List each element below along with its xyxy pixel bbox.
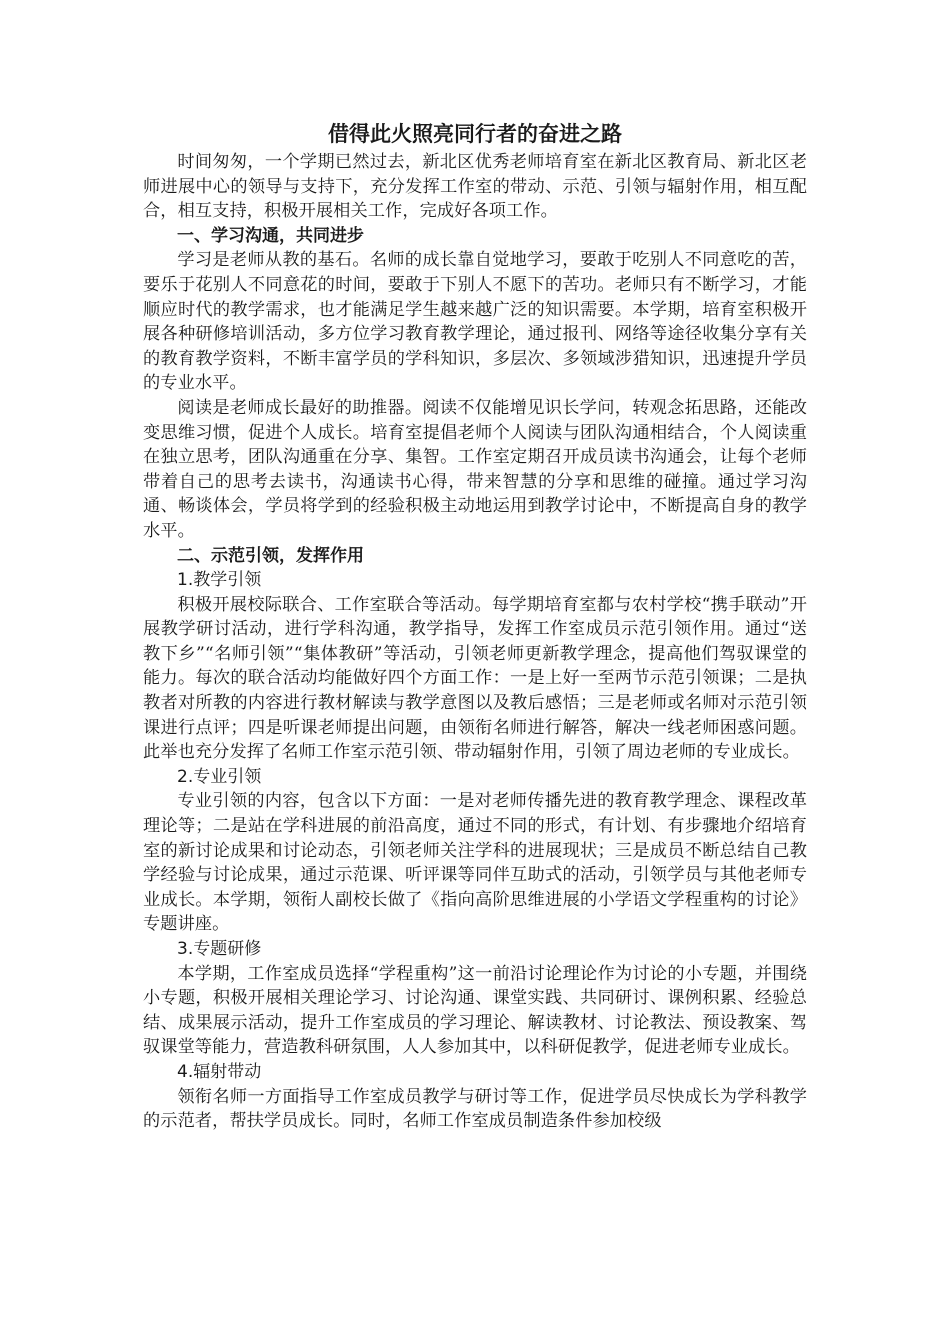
section1-paragraph-1: 学习是老师从教的基石。名师的成长靠自觉地学习，要敢于吃别人不同意吃的苦，要乐于花别人不同意花的时间，要敢于下别人不愿下的苦功。老师只有不断学习，才能顺应时代的教学需求，也才能满足学生越来越广泛的知识需要。本学期，培育室积极开展各种研修培训活动，多方位学习教育教学理论，通过报刊、网络等途径收集分享有关的教育教学资料，不断丰富学员的学科知识，多层次、多领域涉猎知识，迅速提升学员的专业水平。 [143, 250, 807, 394]
subheading-topic-study: 3.专题研修 [177, 939, 262, 959]
subheading-teaching-lead: 1.教学引领 [177, 570, 262, 591]
section2-paragraph-4: 领衔名师一方面指导工作室成员教学与研讨等工作，促进学员尽快成长为学科教学的示范者，帮扶学员成长。同时，名师工作室成员制造条件参加校级 [143, 1086, 807, 1132]
document-page [143, 118, 807, 1134]
subheading-professional-lead: 2.专业引领 [177, 766, 262, 787]
section1-paragraph-2: 阅读是老师成长最好的助推器。阅读不仅能增见识长学问，转观念拓思路，还能改变思维习惯，促进个人成长。培育室提倡老师个人阅读与团队沟通相结合，个人阅读重在独立思考，团队沟通重在分享、集智。工作室定期召开成员读书沟通会，让每个老师带着自己的思考去读书，沟通读书心得，带来智慧的分享和思维的碰撞。通过学习沟通、畅谈体会，学员将学到的经验积极主动地运用到教学讨论中，不断提高自身的教学水平。 [143, 397, 807, 541]
document-title: 借得此火照亮同行者的奋进之路 [328, 122, 622, 146]
section-heading-1: 一、学习沟通，共同进步 [177, 225, 364, 246]
section2-paragraph-1: 积极开展校际联合、工作室联合等活动。每学期培育室都与农村学校“携手联动”开展教学研讨活动，进行学科沟通，教学指导，发挥工作室成员示范引领作用。通过“送教下乡”“名师引领”“集体教研”等活动，引领老师更新教学理念，提高他们驾驭课堂的能力。每次的联合活动均能做好四个方面工作：一是上好一至两节示范引领课；二是执教者对所教的内容进行教材解读与教学意图以及教后感悟；三是老师或名师对示范引领课进行点评；四是听课老师提出问题，由领衔名师进行解答，解决一线老师困惑问题。此举也充分发挥了名师工作室示范引领、带动辐射作用，引领了周边老师的专业成长。 [143, 594, 807, 763]
subheading-radiation: 4.辐射带动 [177, 1061, 262, 1082]
section2-paragraph-2: 专业引领的内容，包含以下方面：一是对老师传播先进的教育教学理念、课程改革理论等；二是站在学科进展的前沿高度，通过不同的形式，有计划、有步骤地介绍培育室的新讨论成果和讨论动态，引领老师关注学科的进展现状；三是成员不断总结自己教学经验与讨论成果，通过示范课、听评课等同伴互助式的活动，引领学员与其他老师专业成长。本学期，领衔人副校长做了《指向高阶思维进展的小学语文学程重构的讨论》专题讲座。 [143, 791, 807, 935]
section-heading-2: 二、示范引领，发挥作用 [177, 545, 364, 566]
intro-paragraph: 时间匆匆，一个学期已然过去，新北区优秀老师培育室在新北区教育局、新北区老师进展中心的领导与支持下，充分发挥工作室的带动、示范、引领与辐射作用，相互配合，相互支持，积极开展相关工作，完成好各项工作。 [143, 152, 807, 222]
section2-paragraph-3: 本学期，工作室成员选择“学程重构”这一前沿讨论理论作为讨论的小专题，并围绕小专题，积极开展相关理论学习、讨论沟通、课堂实践、共同研讨、课例积累、经验总结、成果展示活动，提升工作室成员的学习理论、解读教材、讨论教法、预设教案、驾驭课堂等能力，营造教科研氛围，人人参加其中，以科研促教学，促进老师专业成长。 [143, 963, 807, 1058]
